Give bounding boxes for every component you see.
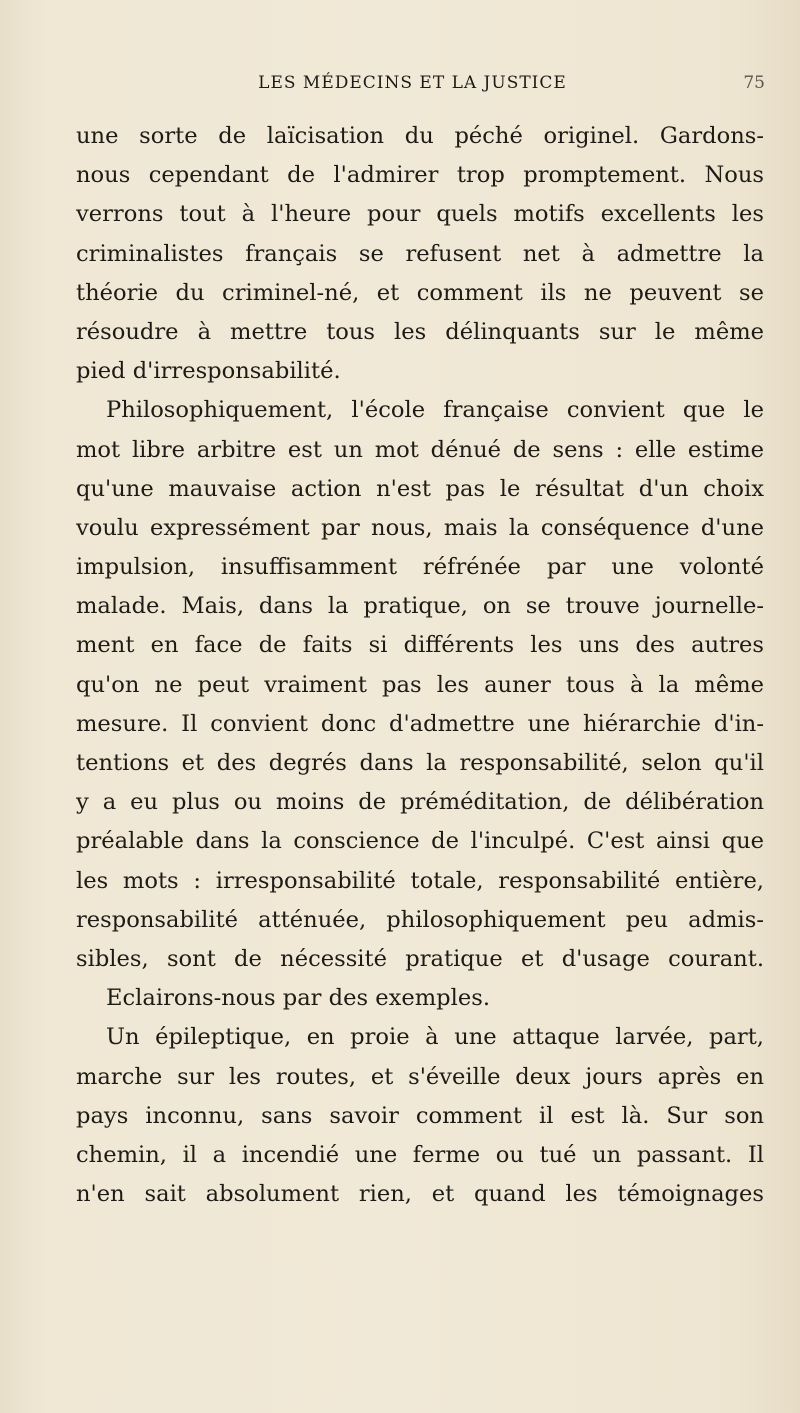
page-number: 75 — [743, 73, 765, 93]
text-line: préalable dans la conscience de l'inculpé. C'est ainsi que — [76, 828, 764, 855]
paragraph-first-line: Philosophiquement, l'école française convient que le — [106, 397, 764, 424]
text-line: voulu expressément par nous, mais la conséquence d'une — [76, 514, 764, 541]
text-line: criminalistes français se refusent net à admettre la — [76, 240, 764, 267]
text-line: impulsion, insuffisamment réfrénée par une volonté — [76, 554, 764, 581]
text-line: malade. Mais, dans la pratique, on se trouve journelle- — [76, 593, 764, 620]
text-line: mot libre arbitre est un mot dénué de sens : elle estime — [76, 436, 764, 463]
text-line: tentions et des degrés dans la responsabilité, selon qu'il — [76, 750, 764, 776]
text-line: une sorte de laïcisation du péché originel. Gardons- — [76, 123, 764, 149]
text-line: nous cependant de l'admirer trop promptement. Nous — [76, 162, 764, 189]
paragraph-line: Eclairons-nous par des exemples. — [106, 985, 491, 1012]
text-line: résoudre à mettre tous les délinquants sur le même — [76, 318, 764, 345]
text-line: y a eu plus ou moins de préméditation, de délibération — [76, 789, 764, 816]
text-line: mesure. Il convient donc d'admettre une hiérarchie d'in- — [76, 710, 764, 737]
body-text — [76, 117, 764, 1214]
text-line: chemin, il a incendié une ferme ou tué un passant. Il — [76, 1141, 764, 1168]
text-line: ment en face de faits si différents les uns des autres — [76, 632, 764, 659]
text-line: pays inconnu, sans savoir comment il est là. Sur son — [76, 1102, 764, 1129]
running-title: LES MÉDECINS ET LA JUSTICE — [258, 73, 567, 93]
text-line: marche sur les routes, et s'éveille deux jours après en — [76, 1063, 764, 1090]
text-line: n'en sait absolument rien, et quand les témoignages — [76, 1181, 764, 1208]
text-line: pied d'irresponsabilité. — [76, 358, 341, 385]
text-line: qu'on ne peut vraiment pas les auner tous à la même — [76, 671, 764, 698]
text-line: théorie du criminel-né, et comment ils ne peuvent se — [76, 279, 764, 306]
page-header — [60, 73, 765, 103]
text-line: verrons tout à l'heure pour quels motifs excellents les — [76, 201, 764, 228]
paragraph-first-line: Un épileptique, en proie à une attaque larvée, part, — [106, 1024, 764, 1051]
text-line: qu'une mauvaise action n'est pas le résultat d'un choix — [76, 475, 764, 502]
text-line: sibles, sont de nécessité pratique et d'usage courant. — [76, 945, 764, 972]
text-line: les mots : irresponsabilité totale, responsabilité entière, — [76, 867, 764, 894]
text-line: responsabilité atténuée, philosophiquement peu admis- — [76, 906, 764, 933]
